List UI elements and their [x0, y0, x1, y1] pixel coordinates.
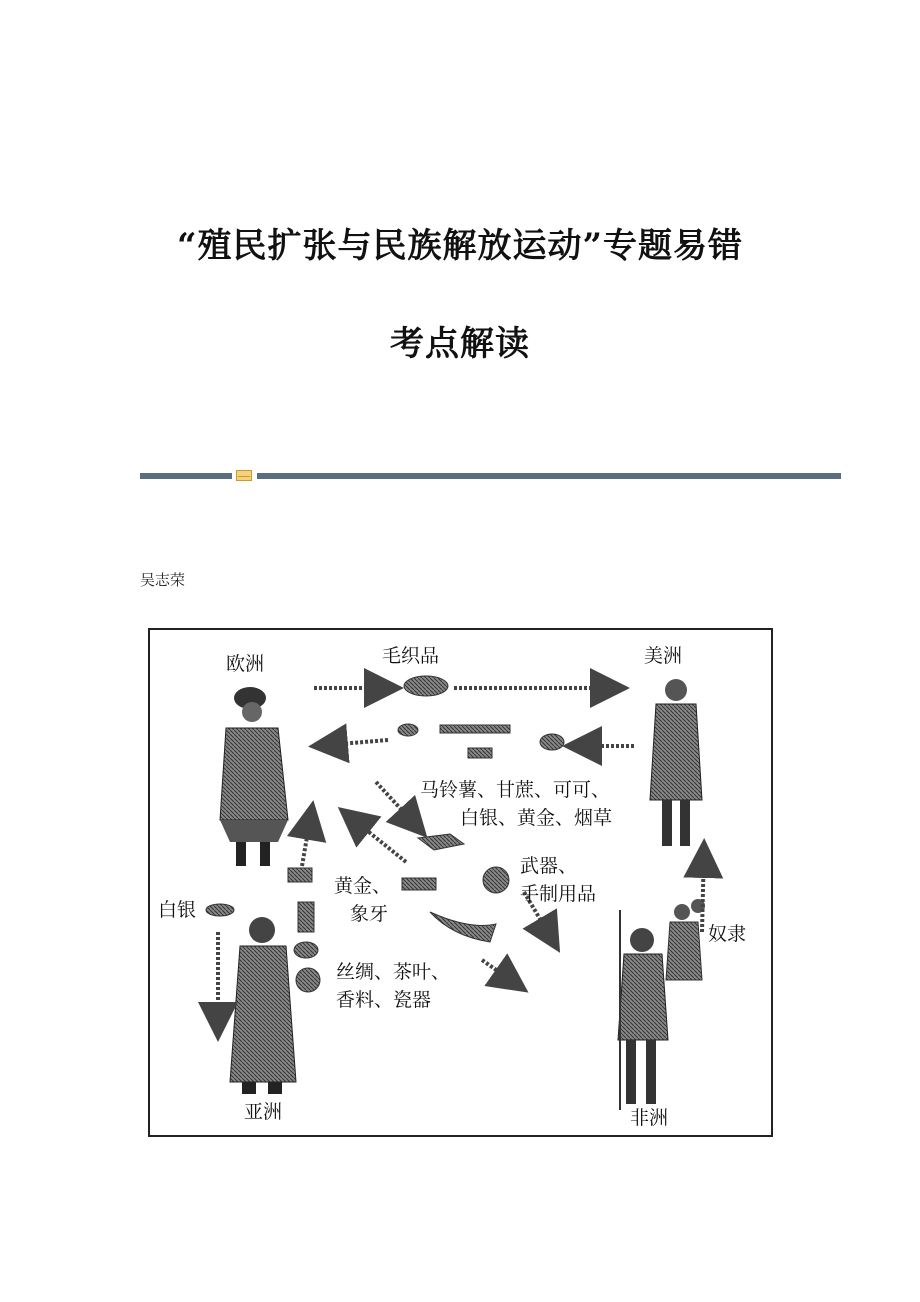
author-name: 吴志荣: [140, 571, 186, 589]
label-american-goods-line-1: 马铃薯、甘蔗、可可、: [420, 779, 611, 801]
gold-block: [288, 868, 312, 882]
gold-bars: [402, 878, 436, 890]
american-goods: [398, 724, 564, 758]
title-divider: [140, 470, 841, 480]
label-slaves: 奴隶: [708, 923, 747, 945]
woolens-bundle: [404, 676, 448, 696]
label-gold-ivory-line-1: 黄金、: [334, 875, 392, 897]
europe-figure: [220, 687, 288, 866]
label-silver: 白银: [158, 899, 197, 921]
diagram-artwork: [150, 630, 775, 1139]
ivory-tusk: [430, 912, 496, 942]
triangular-trade-diagram: [148, 628, 773, 1137]
label-asia: 亚洲: [244, 1101, 283, 1123]
label-africa: 非洲: [630, 1107, 669, 1129]
label-weapons-line-1: 武器、: [520, 855, 578, 877]
america-figure: [650, 679, 702, 846]
silver-ingot: [206, 904, 234, 916]
label-asian-goods-line-1: 丝绸、茶叶、: [336, 961, 451, 983]
africa-figures: [618, 899, 705, 1110]
label-asian-goods-line-2: 香料、瓷器: [336, 989, 432, 1011]
divider-bar-left: [140, 473, 232, 479]
asia-figure: [230, 917, 296, 1094]
handmade-goods: [483, 867, 509, 893]
envelope-icon: [236, 470, 252, 481]
asian-goods: [294, 902, 320, 992]
label-weapons-line-2: 手制用品: [520, 883, 597, 905]
label-america: 美洲: [644, 645, 683, 667]
label-woolens: 毛织品: [382, 645, 440, 667]
document-title-line-2: 考点解读: [390, 324, 530, 364]
label-american-goods-line-2: 白银、黄金、烟草: [460, 807, 613, 829]
label-europe: 欧洲: [226, 653, 265, 675]
document-title-line-1: “殖民扩张与民族解放运动”专题易错: [176, 226, 744, 266]
label-gold-ivory-line-2: 象牙: [350, 903, 389, 925]
divider-bar-right: [257, 473, 841, 479]
weapon-sketch: [418, 834, 464, 850]
